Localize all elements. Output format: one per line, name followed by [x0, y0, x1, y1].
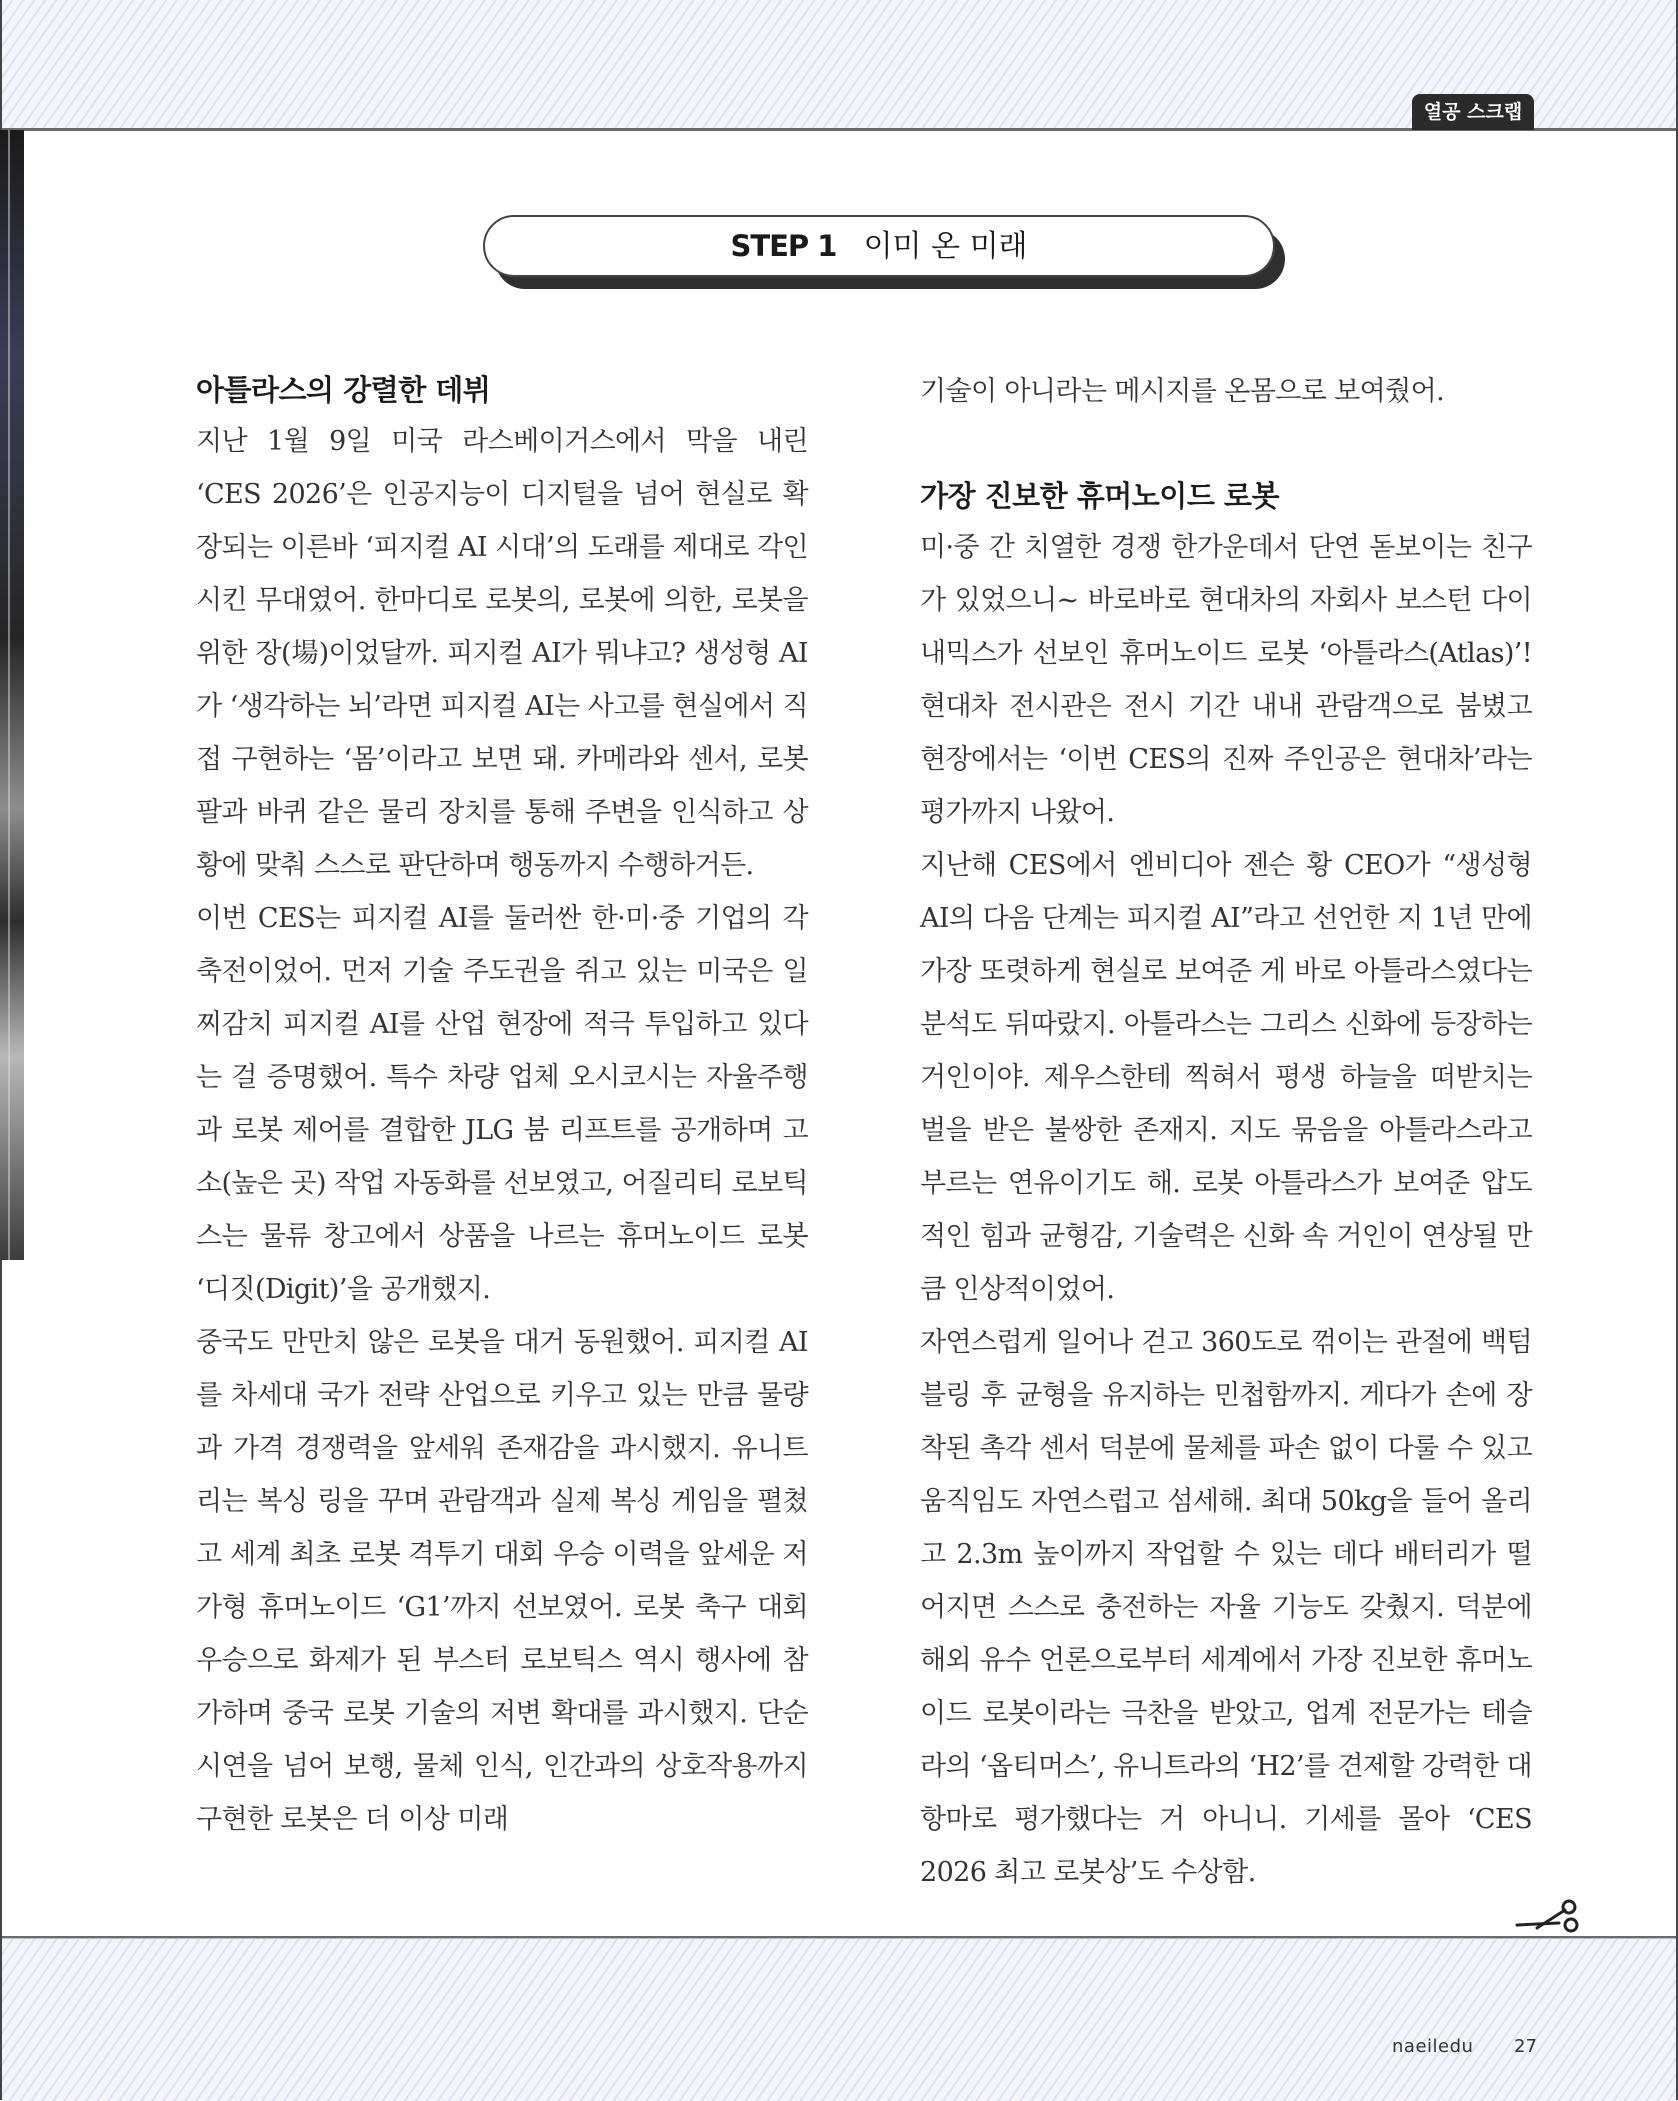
paragraph: 미·중 간 치열한 경쟁 한가운데서 단연 돋보이는 친구가 있었으니~ 바로바로 현대차의 자회사 보스턴 다이내믹스가 선보인 휴머노이드 로봇 ‘아틀라스(Atlas)’! 현대차 전시관은 전시 기간 내내 관람객으로 붐볐고 현장에서는 ‘이번 CES의 진짜 주인공은 현대차’라는 평가까지 나왔어. [920, 532, 1532, 828]
paragraph-gap [920, 418, 1532, 471]
step-label: STEP 1 [730, 229, 837, 263]
page-number: 27 [1514, 2036, 1537, 2057]
paragraph: 중국도 만만치 않은 로봇을 대거 동원했어. 피지컬 AI를 차세대 국가 전략 산업으로 키우고 있는 만큼 물량과 가격 경쟁력을 앞세워 존재감을 과시했지. 유니트리는 복싱 링을 꾸며 관람객과 실제 복싱 게임을 펼쳤고 세계 최초 로봇 격투기 대회 우승 이력을 앞세운 저가형 휴머노이드 ‘G1’까지 선보였어. 로봇 축구 대회 우승으로 화제가 된 부스터 로보틱스 역시 행사에 참가하며 중국 로봇 기술의 저변 확대를 과시했지. 단순 시연을 넘어 보행, 물체 인식, 인간과의 상호작용까지 구현한 로봇은 더 이상 미래 [196, 1327, 808, 1835]
footer-brand: naeiledu [1392, 2036, 1474, 2057]
binding-spine [0, 130, 24, 1260]
footer-pattern-band [0, 1938, 1678, 2101]
article-column-right [920, 365, 1532, 1899]
paragraph: 이번 CES는 피지컬 AI를 둘러싼 한·미·중 기업의 각축전이었어. 먼저 기술 주도권을 쥐고 있는 미국은 일찌감치 피지컬 AI를 산업 현장에 적극 투입하고 있다는 걸 증명했어. 특수 차량 업체 오시코시는 자율주행과 로봇 제어를 결합한 JLG 붐 리프트를 공개하며 고소(높은 곳) 작업 자동화를 선보였고, 어질리티 로보틱스는 물류 창고에서 상품을 나르는 휴머노이드 로봇 ‘디짓(Digit)’을 공개했지. [196, 903, 808, 1305]
paragraph: 자연스럽게 일어나 걷고 360도로 꺾이는 관절에 백텀블링 후 균형을 유지하는 민첩함까지. 게다가 손에 장착된 촉각 센서 덕분에 물체를 파손 없이 다룰 수 있고 움직임도 자연스럽고 섬세해. 최대 50kg을 들어 올리고 2.3m 높이까지 작업할 수 있는 데다 배터리가 떨어지면 스스로 충전하는 자율 기능도 갖췄지. 덕분에 해외 유수 언론으로부터 세계에서 가장 진보한 휴머노이드 로봇이라는 극찬을 받았고, 업계 전문가는 테슬라의 ‘옵티머스’, 유니트라의 ‘H2’를 견제할 강력한 대항마로 평가했다는 거 아니니. 기세를 몰아 ‘CES 2026 최고 로봇상’도 수상함. [920, 1327, 1532, 1888]
section-tab: 열공 스크랩 [1412, 94, 1534, 130]
paragraph-continuation: 기술이 아니라는 메시지를 온몸으로 보여줬어. [920, 376, 1445, 407]
paragraph: 지난 1월 9일 미국 라스베이거스에서 막을 내린 ‘CES 2026’은 인공지능이 디지털을 넘어 현실로 확장되는 이른바 ‘피지컬 AI 시대’의 도래를 제대로 각인시킨 무대였어. 한마디로 로봇의, 로봇에 의한, 로봇을 위한 장(場)이었달까. 피지컬 AI가 뭐냐고? 생성형 AI가 ‘생각하는 뇌’라면 피지컬 AI는 사고를 현실에서 직접 구현하는 ‘몸’이라고 보면 돼. 카메라와 센서, 로봇 팔과 바퀴 같은 물리 장치를 통해 주변을 인식하고 상황에 맞춰 스스로 판단하며 행동까지 수행하거든. [196, 426, 808, 881]
article-column-left [196, 365, 808, 1846]
section-heading-atlas-debut: 아틀라스의 강렬한 데뷔 [196, 373, 491, 407]
footer-rule [0, 1936, 1678, 1938]
step-title: 이미 온 미래 [863, 229, 1028, 264]
section-heading-humanoid: 가장 진보한 휴머노이드 로봇 [920, 479, 1279, 513]
paragraph: 지난해 CES에서 엔비디아 젠슨 황 CEO가 “생성형 AI의 다음 단계는 피지컬 AI”라고 선언한 지 1년 만에 가장 또렷하게 현실로 보여준 게 바로 아틀라스였다는 분석도 뒤따랐지. 아틀라스는 그리스 신화에 등장하는 거인이야. 제우스한테 찍혀서 평생 하늘을 떠받치는 벌을 받은 불쌍한 존재지. 지도 묶음을 아틀라스라고 부르는 연유이기도 해. 로봇 아틀라스가 보여준 압도적인 힘과 균형감, 기술력은 신화 속 거인이 연상될 만큼 인상적이었어. [920, 850, 1532, 1305]
step-banner-pill [483, 215, 1275, 277]
binding-spine-highlight [8, 130, 10, 1260]
scissors-icon [1515, 1898, 1587, 1934]
step-banner [483, 215, 1280, 287]
